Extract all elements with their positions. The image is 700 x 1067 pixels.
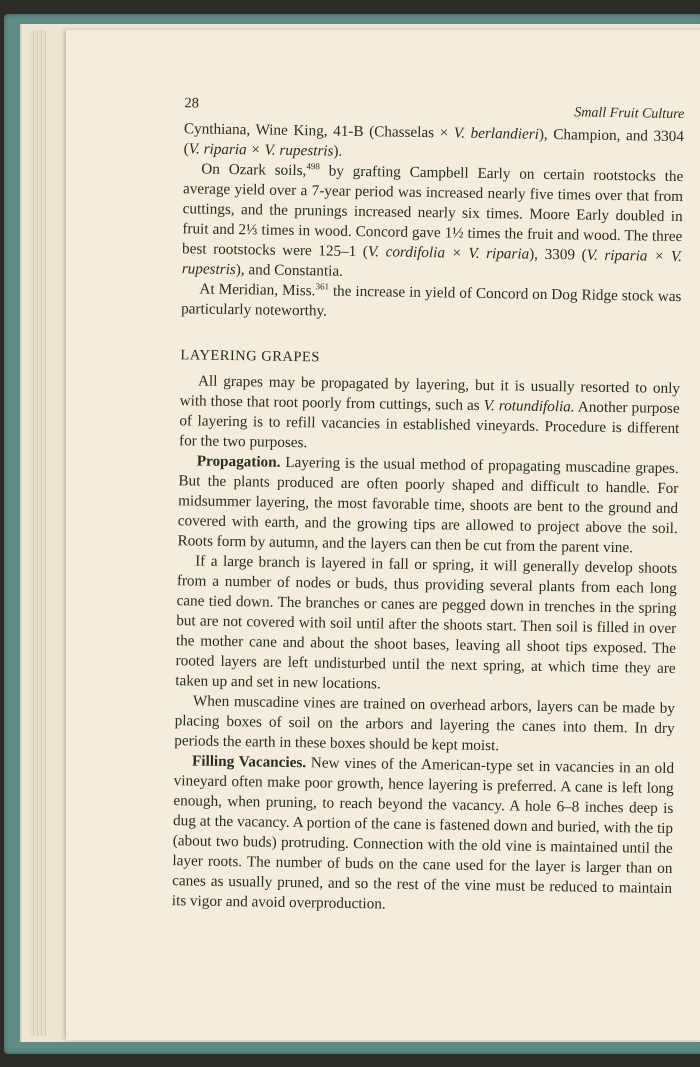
running-head: Small Fruit Culture <box>574 105 685 123</box>
section-heading: LAYERING GRAPES <box>180 347 321 366</box>
italic-run: V. berlandieri <box>453 124 540 143</box>
reference-number: 498 <box>306 161 321 172</box>
run-in-heading: Filling Vacancies. <box>191 752 307 772</box>
paragraph <box>177 451 679 559</box>
text-run: Cynthiana, Wine King, 41-B (Chasselas × <box>183 120 454 142</box>
text-run: Another purpose of layering is to refill vacancies in established vineyards. Procedure is different for the two purposes. <box>178 398 680 452</box>
text-run: by grafting Campbell Early on certain rootstocks the average yield over a 7-year period was increased nearly five times over that from cuttings, and the prunings increased nearly six times. Moore Early doubled in fruit and 2⅓ times in wood. Concord gave 1½ times the fruit and wood. The three best rootstocks were 125–1 ( <box>181 162 684 261</box>
text-run: ), and Constantia. <box>235 261 344 280</box>
italic-run: V. riparia × V. rupestris <box>181 246 683 279</box>
text-run: ), Champion, and 3304 ( <box>183 125 685 158</box>
run-in-heading: Propagation. <box>196 452 281 471</box>
text-run: ). <box>333 142 343 160</box>
paragraph <box>182 159 684 287</box>
page-body <box>172 119 684 919</box>
italic-run: V. riparia × V. rupestris <box>188 140 334 160</box>
italic-run: V. rotundifolia. <box>483 396 575 416</box>
text-run: On Ozark soils, <box>201 160 307 180</box>
paragraph <box>179 371 680 459</box>
text-run: the increase in yield of Concord on Dog Ridge stock was particularly noteworthy. <box>181 282 682 320</box>
text-run: At Meridian, Miss. <box>199 280 316 300</box>
page-number: 28 <box>184 95 200 112</box>
text-run: Layering is the usual method of propagating muscadine grapes. But the plants produced are often poorly shaped and difficult to handle. For midsummer layering, the most favorable time, shoots are bent to the ground and covered with earth, and the growing tips are allowed to project above the soil. Roots form by autumn, and the layers can then be cut from the parent vine. <box>177 453 679 557</box>
paragraph: When muscadine vines are trained on overhead arbors, layers can be made by placing boxes of soil on the arbors and layering the canes into them. In dry periods the earth in these boxes should be kept moist. <box>174 692 676 755</box>
paragraph <box>181 279 682 327</box>
text-run: All grapes may be propagated by layering, but it is usually resorted to only with those that root poorly from cuttings, such as <box>179 372 681 414</box>
text-run: ), 3309 ( <box>529 245 587 264</box>
italic-run: V. cordifolia × V. riparia <box>367 243 530 263</box>
page-text <box>106 0 685 913</box>
reference-number: 361 <box>315 281 330 292</box>
text-run: New vines of the American-type set in vacancies in an old vineyard often make poor growth, hence layering is preferred. A cane is left long enough, when pruning, to reach beyond the vacancy. A hole 6–8 inches deep is dug at the vacancy. A portion of the cane is fastened down and buried, with the tip (about two buds) protruding. Connection with the old vine is maintained until the layer roots. The number of buds on the cane used for the layer is larger than on canes as usually pruned, and so the rest of the vine must be reduced to maintain its vigor and avoid overproduction. <box>171 754 675 913</box>
paragraph: If a large branch is layered in fall or spring, it will generally develop shoots from a number of nodes or buds, thus providing several plants from each long cane tied down. The branches or canes are pegged down in trenches in the spring but are not covered with soil until after the shoots start. Then soil is filled in over the mother cane and about the shoot bases, leaving all shoot tips exposed. The rooted layers are left undisturbed until the next spring, at which time they are taken up and set in new locations. <box>175 552 678 693</box>
paragraph <box>172 751 674 919</box>
